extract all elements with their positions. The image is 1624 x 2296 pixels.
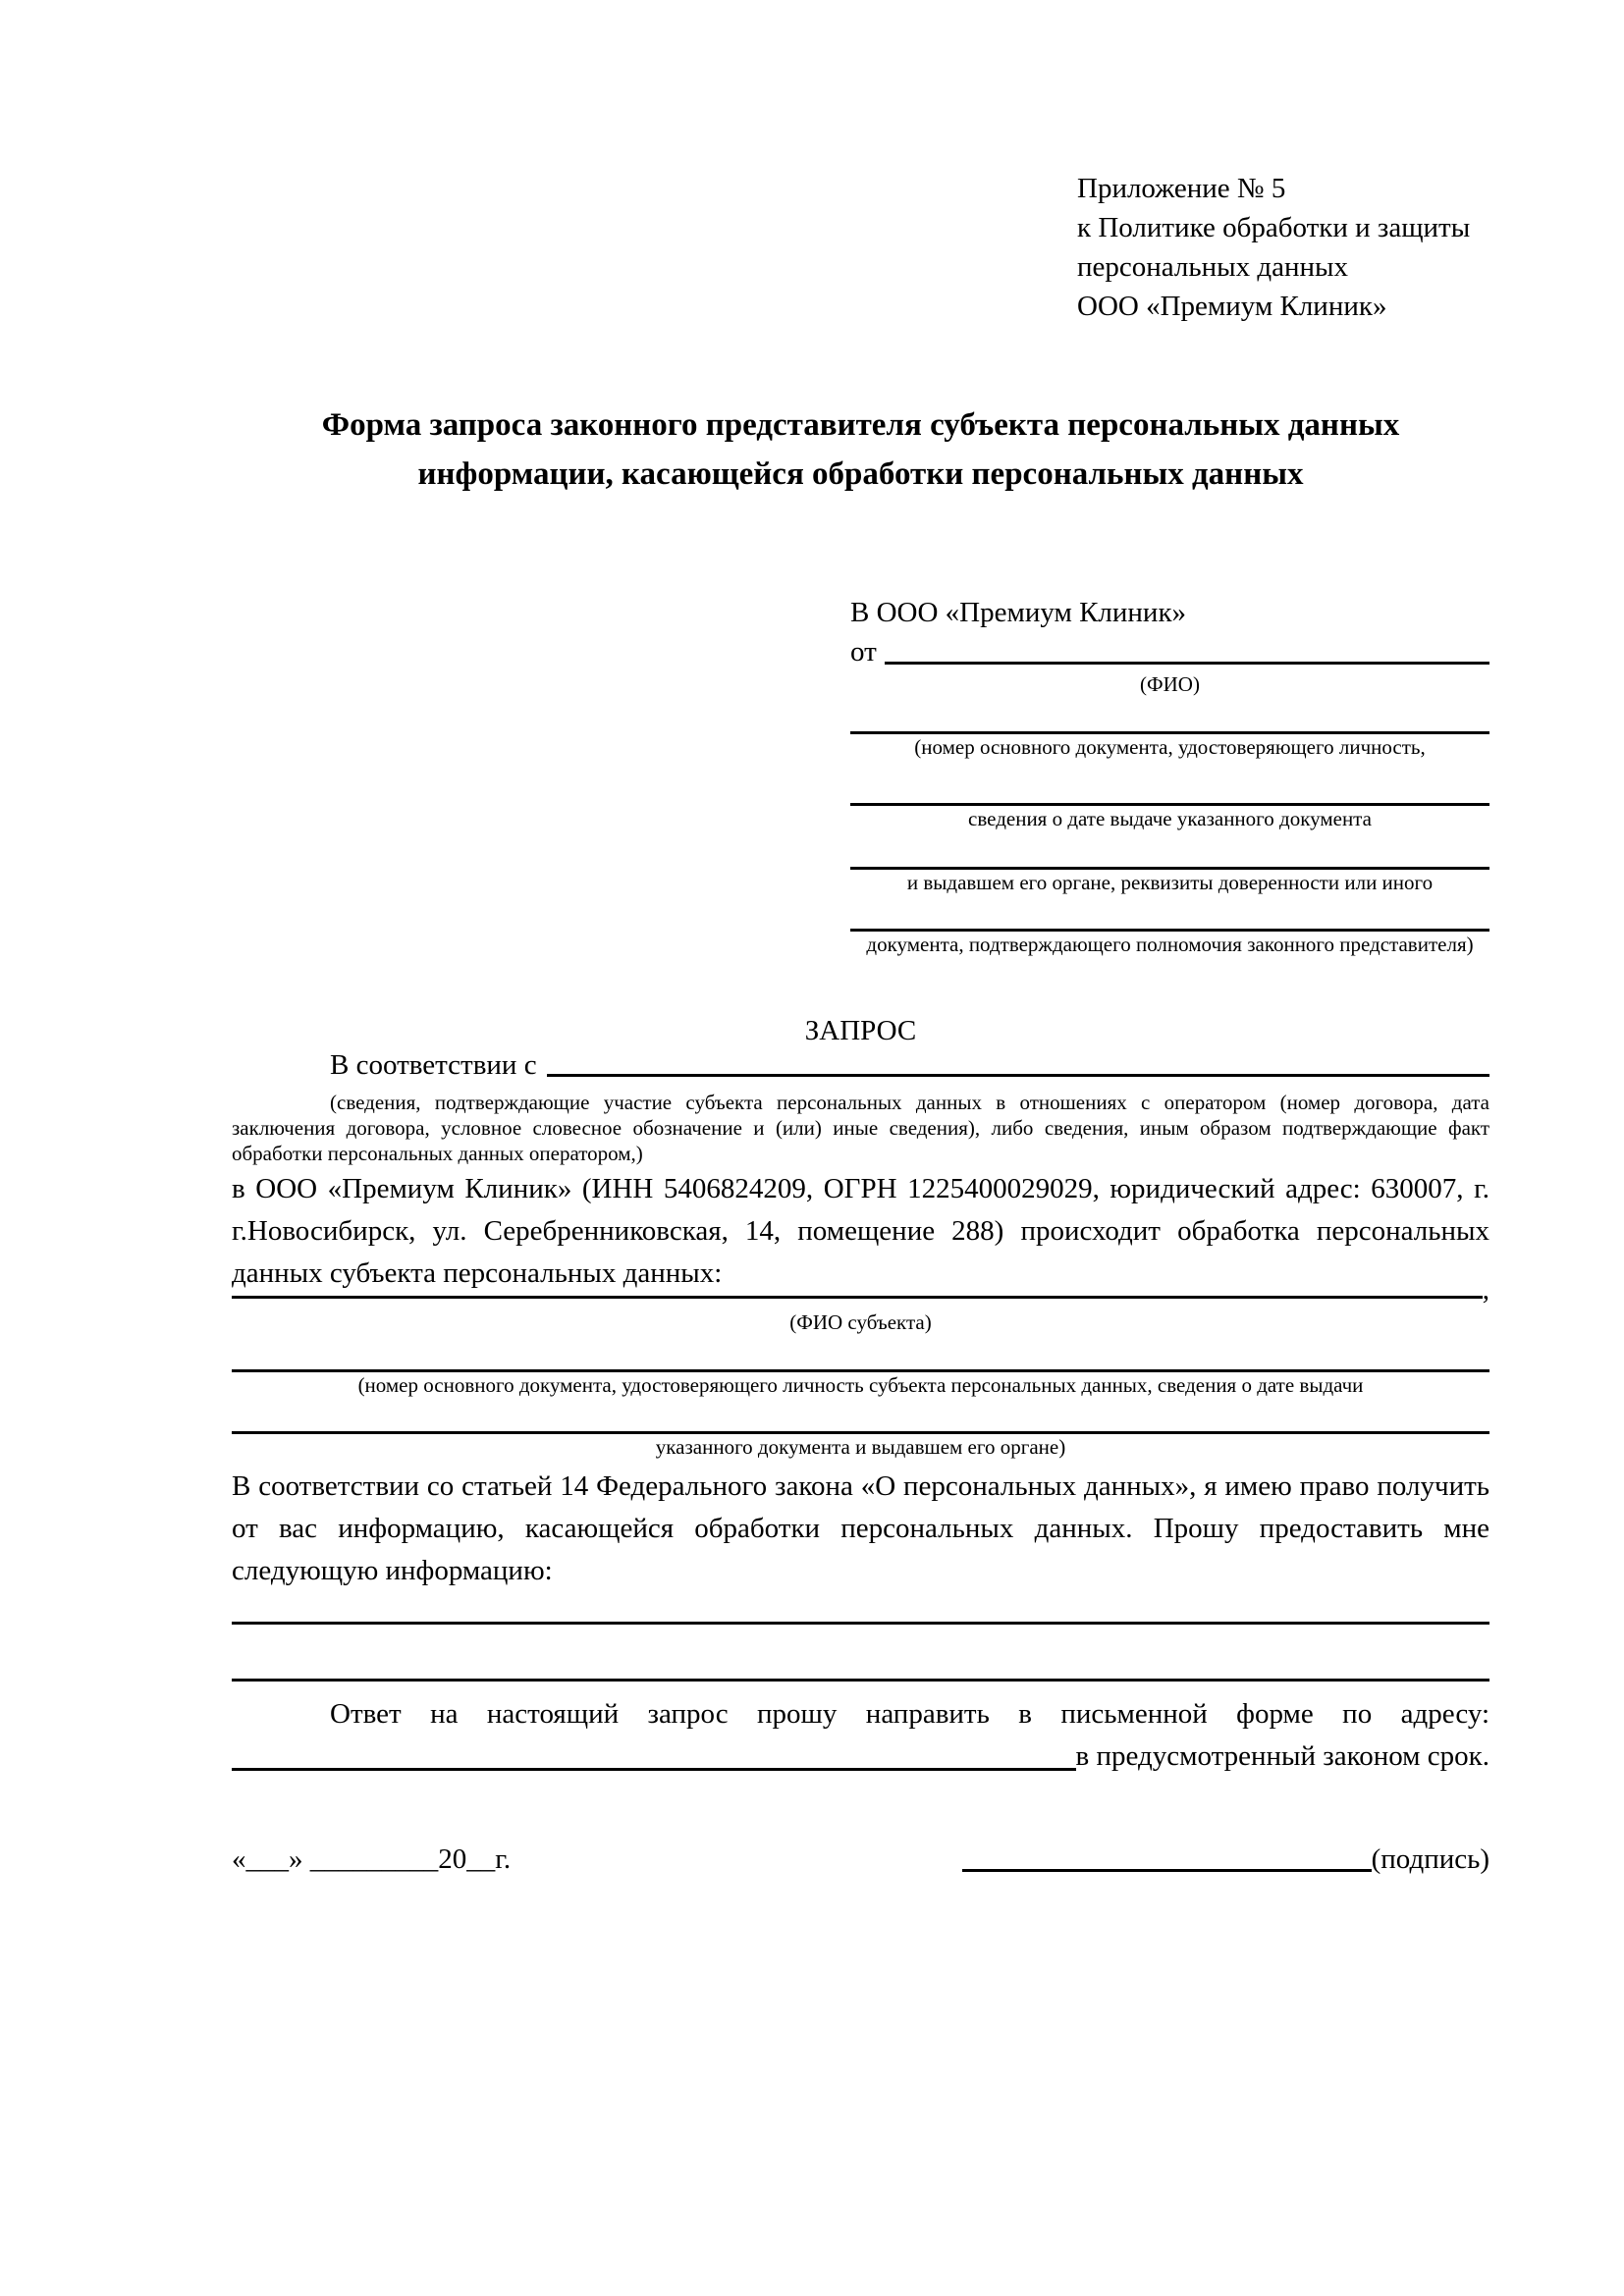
from-label: от: [850, 636, 877, 667]
from-field: [850, 632, 1489, 671]
request-heading: ЗАПРОС: [804, 1015, 917, 1046]
document-title: [232, 400, 1489, 499]
document-title-line-1: Форма запроса законного представителя субъекта персональных данных: [321, 407, 1400, 443]
representative-doc-caption-1: (номер основного документа, удостоверяющего личность,: [914, 735, 1426, 759]
signature-caption: (подпись): [1371, 1843, 1489, 1875]
law-paragraph: В соответствии со статьей 14 Федерального закона «О персональных данных», я имею право получить от вас информацию, касающейся обработки персональных данных. Прошу предоставить мне следующую информацию:: [232, 1470, 1489, 1586]
footer-row: [232, 1840, 1489, 1879]
signature-blank-line: [962, 1869, 1372, 1872]
accordance-field: [232, 1048, 1489, 1082]
from-blank-line: [885, 632, 1489, 665]
info-blank-line-1: [232, 1622, 1489, 1625]
subject-fio-caption: (ФИО субъекта): [789, 1310, 932, 1334]
appendix-note: [1077, 169, 1489, 326]
representative-doc-caption-4: документа, подтверждающего полномочия законного представителя): [866, 933, 1474, 956]
appendix-note-line-2: к Политике обработки и защиты: [1077, 212, 1471, 243]
reply-address-field: [232, 1735, 1489, 1778]
subject-fio-blank-line: [232, 1296, 1483, 1299]
accordance-blank-line: [547, 1048, 1489, 1077]
appendix-note-line-1: Приложение № 5: [1077, 173, 1286, 204]
operator-paragraph: в ООО «Премиум Клиник» (ИНН 5406824209, ОГРН 1225400029029, юридический адрес: 630007, г. г.Новосибирск, ул. Серебренниковская, 14, помещение 288) происходит обработка персональных данных субъекта персональных данных:: [232, 1173, 1489, 1289]
document-title-line-2: информации, касающейся обработки персональных данных: [417, 456, 1304, 492]
signature-field: [962, 1840, 1489, 1879]
reply-suffix: в предусмотренный законом срок.: [1075, 1740, 1489, 1772]
reply-paragraph: Ответ на настоящий запрос прошу направить в письменной форме по адресу:: [330, 1698, 1489, 1730]
fio-caption: (ФИО): [1140, 672, 1200, 696]
subject-fio-trailing-comma: ,: [1482, 1274, 1489, 1306]
subject-doc-caption-2: указанного документа и выдавшем его органе): [655, 1435, 1066, 1459]
reply-address-blank-line: [232, 1735, 1076, 1771]
appendix-note-line-3: персональных данных: [1077, 251, 1349, 283]
info-blank-line-2: [232, 1679, 1489, 1682]
subject-doc-caption-1: (номер основного документа, удостоверяющего личность субъекта персональных данных, сведения о дате выдачи: [357, 1373, 1364, 1397]
addressee-organization: В ООО «Премиум Клиник»: [850, 597, 1187, 628]
accordance-caption: (сведения, подтверждающие участие субъекта персональных данных в отношениях с оператором (номер договора, дата заключения договора, условное словесное обозначение и (или) иные сведения), либо сведения, иным образом подтверждающие факт обработки персональных данных оператором,): [232, 1091, 1489, 1165]
date-blank-field: «___» _________20__г.: [232, 1843, 512, 1875]
representative-doc-caption-3: и выдавшем его органе, реквизиты доверенности или иного: [906, 871, 1434, 894]
appendix-note-line-4: ООО «Премиум Клиник»: [1077, 291, 1387, 322]
representative-doc-caption-2: сведения о дате выдаче указанного документа: [968, 807, 1372, 830]
accordance-prefix: В соответствии с: [330, 1049, 537, 1081]
addressee-block: [850, 593, 1489, 957]
